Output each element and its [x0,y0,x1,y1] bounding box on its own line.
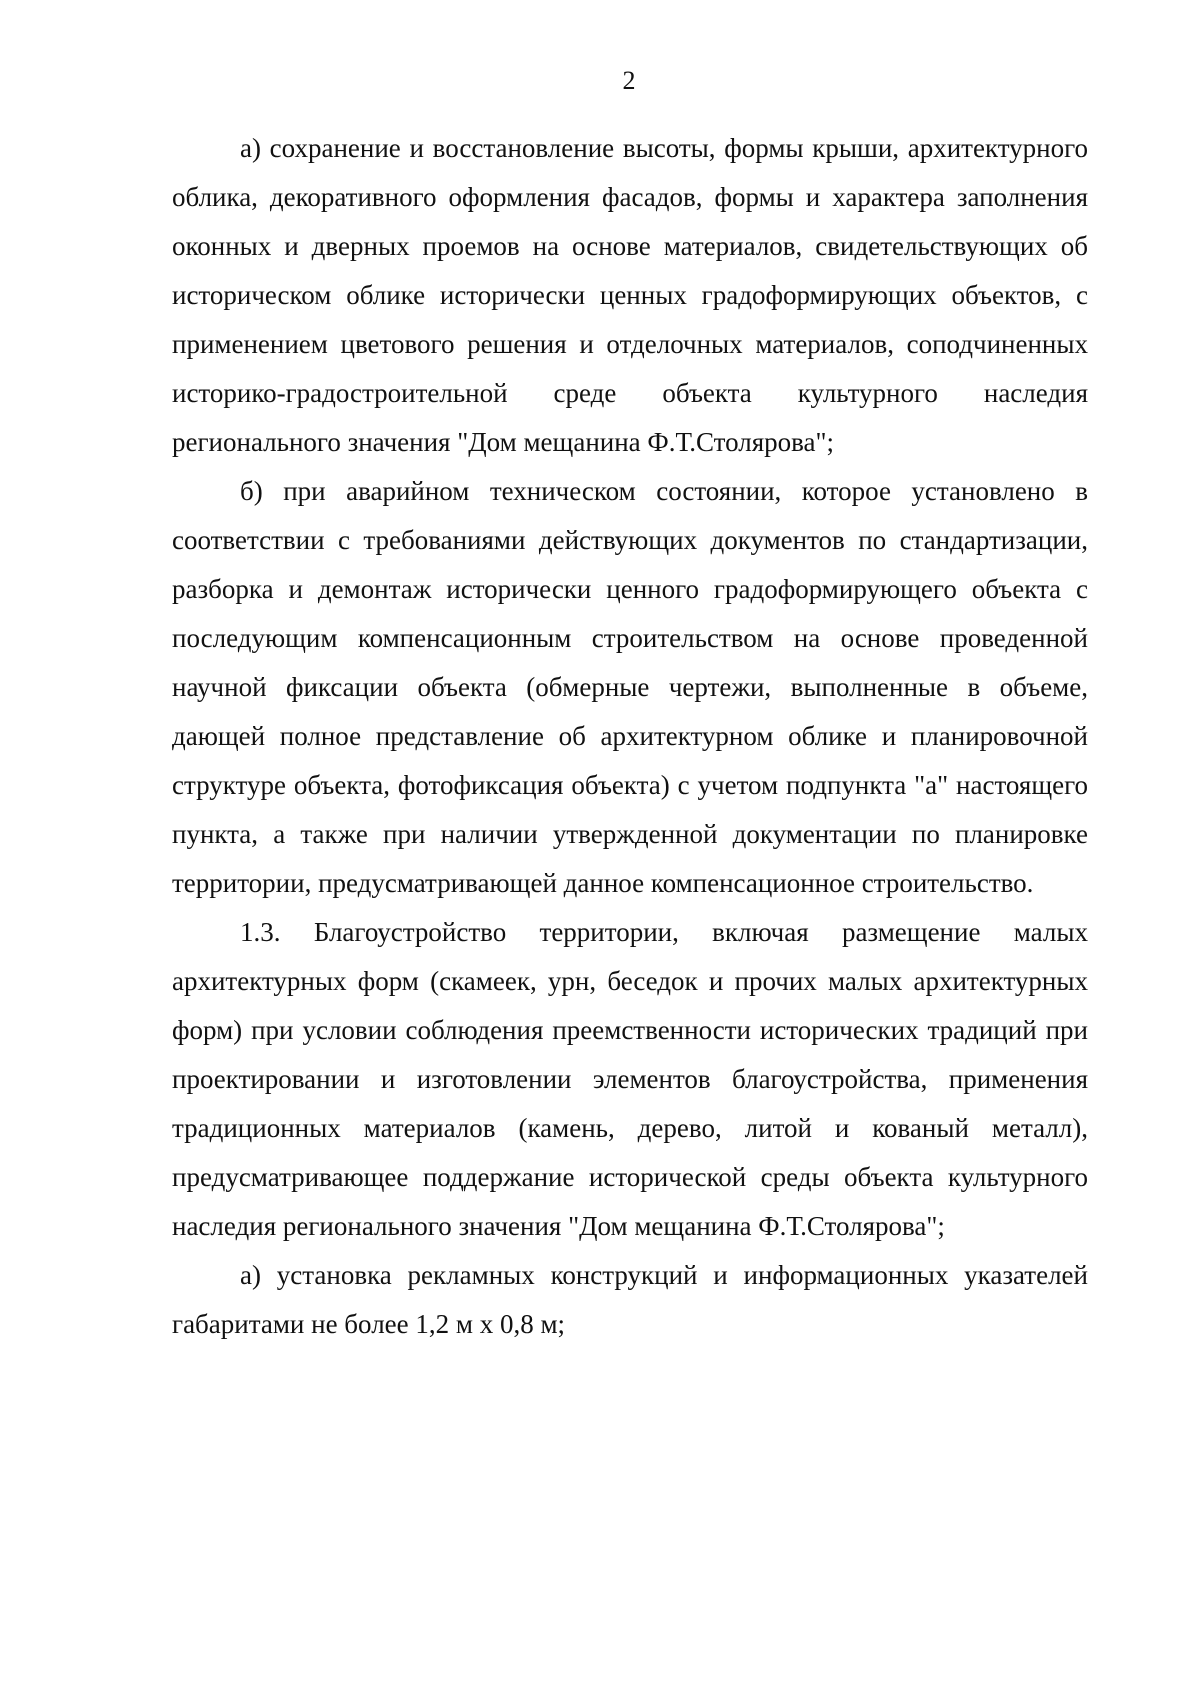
document-body [172,124,1088,1349]
paragraph-advertising-structures: а) установка рекламных конструкций и информационных указателей габаритами не более 1,2 м х 0,8 м; [172,1260,1088,1339]
paragraph-restoration: а) сохранение и восстановление высоты, формы крыши, архитектурного облика, декоративного оформления фасадов, формы и характера заполнения оконных и дверных проемов на основе материалов, свидетельствующих об историческом облике исторически ценных градоформирующих объектов, с применением цветового решения и отделочных материалов, соподчиненных историко-градостроительной среде объекта культурного наследия регионального значения "Дом мещанина Ф.Т.Столярова"; [172,133,1088,457]
page-number: 2 [622,66,636,95]
paragraph-landscaping: 1.3. Благоустройство территории, включая размещение малых архитектурных форм (скамеек, урн, беседок и прочих малых архитектурных форм) при условии соблюдения преемственности исторических традиций при проектировании и изготовлении элементов благоустройства, применения традиционных материалов (камень, дерево, литой и кованый металл), предусматривающее поддержание исторической среды объекта культурного наследия регионального значения "Дом мещанина Ф.Т.Столярова"; [172,917,1088,1241]
paragraph-emergency-condition: б) при аварийном техническом состоянии, которое установлено в соответствии с требованиями действующих документов по стандартизации, разборка и демонтаж исторически ценного градоформирующего объекта с последующим компенсационным строительством на основе проведенной научной фиксации объекта (обмерные чертежи, выполненные в объеме, дающей полное представление об архитектурном облике и планировочной структуре объекта, фотофиксация объекта) с учетом подпункта "а" настоящего пункта, а также при наличии утвержденной документации по планировке территории, предусматривающей данное компенсационное строительство. [172,476,1088,898]
